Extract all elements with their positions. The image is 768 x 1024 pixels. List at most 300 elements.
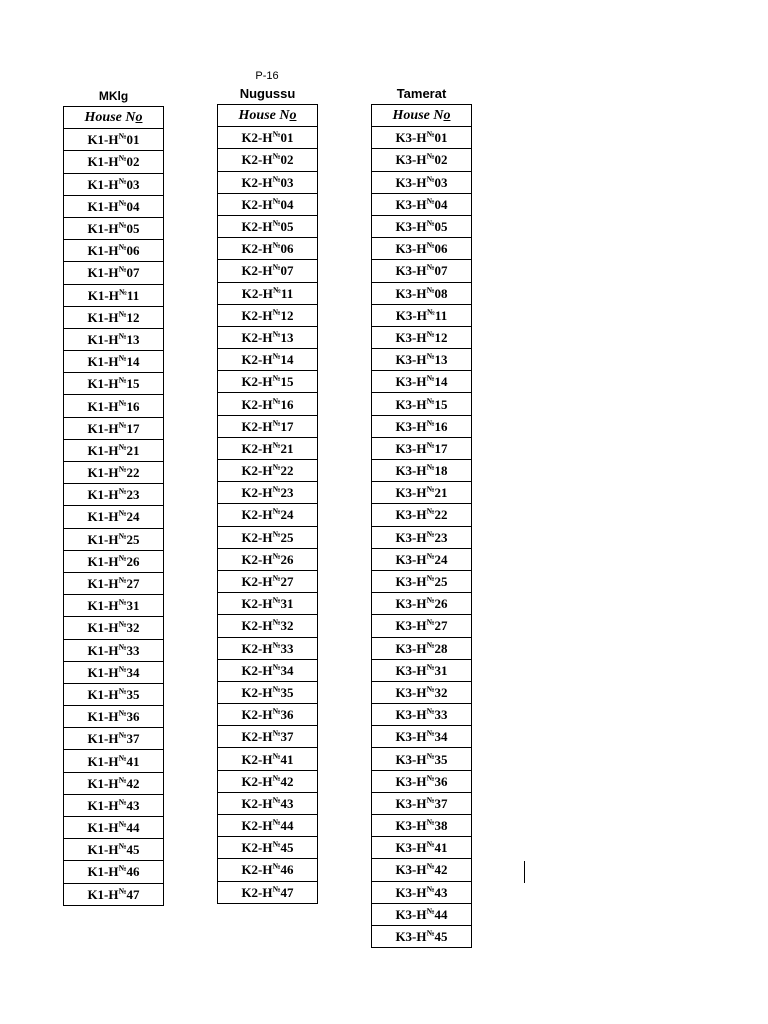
number-sign: № bbox=[272, 196, 281, 206]
house-cell bbox=[64, 883, 164, 905]
table-row bbox=[218, 393, 318, 415]
house-prefix: K3-H bbox=[395, 485, 427, 501]
house-number: 24 bbox=[434, 551, 448, 567]
number-sign: № bbox=[272, 729, 281, 739]
house-cell bbox=[372, 215, 472, 237]
house-prefix: K2-H bbox=[241, 263, 273, 279]
house-cell bbox=[64, 462, 164, 484]
house-number: 04 bbox=[434, 196, 448, 212]
table-row bbox=[64, 839, 164, 861]
table-row bbox=[64, 794, 164, 816]
house-cell bbox=[64, 173, 164, 195]
house-number: 21 bbox=[434, 485, 448, 501]
number-sign: № bbox=[272, 529, 281, 539]
number-sign: № bbox=[426, 218, 435, 228]
house-prefix: K3-H bbox=[395, 707, 427, 723]
table-header bbox=[218, 105, 318, 127]
number-sign: № bbox=[118, 620, 127, 630]
house-number: 14 bbox=[434, 374, 448, 390]
house-number: 23 bbox=[126, 487, 140, 503]
number-sign: № bbox=[426, 595, 435, 605]
number-sign: № bbox=[272, 684, 281, 694]
table-row bbox=[372, 238, 472, 260]
house-number: 24 bbox=[280, 507, 294, 523]
house-number: 36 bbox=[280, 707, 294, 723]
house-number: 42 bbox=[434, 862, 448, 878]
house-number: 26 bbox=[126, 553, 140, 569]
house-number: 15 bbox=[280, 374, 294, 390]
house-number: 11 bbox=[434, 307, 448, 323]
house-number: 22 bbox=[434, 507, 448, 523]
table-row bbox=[218, 548, 318, 570]
number-sign: № bbox=[272, 706, 281, 716]
table-row bbox=[372, 548, 472, 570]
house-cell bbox=[218, 704, 318, 726]
house-cell bbox=[64, 240, 164, 262]
house-number: 47 bbox=[126, 886, 140, 902]
house-prefix: K1-H bbox=[87, 797, 119, 813]
house-number: 12 bbox=[434, 329, 448, 345]
table-row bbox=[218, 881, 318, 903]
house-prefix: K2-H bbox=[241, 174, 273, 190]
number-sign: № bbox=[118, 797, 127, 807]
house-number: 01 bbox=[126, 132, 140, 148]
number-sign: № bbox=[118, 642, 127, 652]
table-row bbox=[64, 417, 164, 439]
house-prefix: K2-H bbox=[241, 707, 273, 723]
header-o: o bbox=[443, 107, 451, 123]
house-number: 41 bbox=[126, 753, 140, 769]
table-row bbox=[64, 173, 164, 195]
number-sign: № bbox=[118, 376, 127, 386]
house-cell bbox=[372, 704, 472, 726]
number-sign: № bbox=[272, 152, 281, 162]
table-row bbox=[372, 149, 472, 171]
house-prefix: K3-H bbox=[395, 862, 427, 878]
house-cell bbox=[64, 528, 164, 550]
table-row bbox=[64, 728, 164, 750]
house-cell bbox=[64, 417, 164, 439]
table-row bbox=[218, 149, 318, 171]
number-sign: № bbox=[272, 329, 281, 339]
table-row bbox=[218, 215, 318, 237]
house-cell bbox=[64, 284, 164, 306]
house-prefix: K2-H bbox=[241, 485, 273, 501]
number-sign: № bbox=[426, 351, 435, 361]
house-cell bbox=[372, 393, 472, 415]
house-cell bbox=[218, 282, 318, 304]
house-cell bbox=[218, 593, 318, 615]
house-prefix: K1-H bbox=[87, 531, 119, 547]
house-cell bbox=[218, 482, 318, 504]
table-row bbox=[372, 504, 472, 526]
house-number: 05 bbox=[434, 219, 448, 235]
house-number: 15 bbox=[126, 376, 140, 392]
table-row bbox=[372, 815, 472, 837]
house-prefix: K2-H bbox=[241, 596, 273, 612]
table-row bbox=[64, 240, 164, 262]
table-row bbox=[372, 326, 472, 348]
house-cell bbox=[64, 595, 164, 617]
house-number: 31 bbox=[126, 598, 140, 614]
house-cell bbox=[64, 506, 164, 528]
house-cell bbox=[218, 238, 318, 260]
number-sign: № bbox=[272, 174, 281, 184]
house-prefix: K1-H bbox=[87, 420, 119, 436]
house-number: 37 bbox=[280, 729, 294, 745]
table-row bbox=[372, 792, 472, 814]
house-cell bbox=[372, 570, 472, 592]
number-sign: № bbox=[426, 839, 435, 849]
house-cell bbox=[218, 726, 318, 748]
house-number: 11 bbox=[280, 285, 294, 301]
house-prefix: K3-H bbox=[395, 929, 427, 945]
table-row bbox=[64, 861, 164, 883]
house-cell bbox=[372, 903, 472, 925]
house-prefix: K2-H bbox=[241, 307, 273, 323]
house-number: 21 bbox=[126, 442, 140, 458]
house-number: 05 bbox=[126, 221, 140, 237]
house-cell bbox=[372, 792, 472, 814]
table-row bbox=[372, 859, 472, 881]
house-number: 43 bbox=[280, 795, 294, 811]
number-sign: № bbox=[272, 374, 281, 384]
house-cell bbox=[372, 482, 472, 504]
house-number: 01 bbox=[280, 130, 294, 146]
house-number: 07 bbox=[280, 263, 294, 279]
number-sign: № bbox=[426, 374, 435, 384]
table-row bbox=[218, 504, 318, 526]
house-number: 17 bbox=[280, 418, 294, 434]
table-row bbox=[64, 617, 164, 639]
table-row bbox=[218, 859, 318, 881]
house-prefix: K2-H bbox=[241, 795, 273, 811]
house-cell bbox=[64, 639, 164, 661]
number-sign: № bbox=[272, 551, 281, 561]
number-sign: № bbox=[426, 729, 435, 739]
house-number: 44 bbox=[434, 906, 448, 922]
house-prefix: K1-H bbox=[87, 154, 119, 170]
number-sign: № bbox=[118, 886, 127, 896]
house-number: 25 bbox=[434, 574, 448, 590]
table-row bbox=[372, 482, 472, 504]
house-number: 32 bbox=[126, 620, 140, 636]
number-sign: № bbox=[272, 218, 281, 228]
house-prefix: K3-H bbox=[395, 795, 427, 811]
table-row bbox=[372, 659, 472, 681]
house-prefix: K1-H bbox=[87, 221, 119, 237]
house-prefix: K1-H bbox=[87, 398, 119, 414]
house-prefix: K3-H bbox=[395, 152, 427, 168]
house-cell bbox=[64, 129, 164, 151]
house-number: 18 bbox=[434, 463, 448, 479]
table-row bbox=[218, 748, 318, 770]
house-prefix: K1-H bbox=[87, 620, 119, 636]
house-cell bbox=[64, 661, 164, 683]
house-prefix: K2-H bbox=[241, 574, 273, 590]
house-number: 36 bbox=[434, 773, 448, 789]
number-sign: № bbox=[426, 795, 435, 805]
house-prefix: K2-H bbox=[241, 463, 273, 479]
house-prefix: K2-H bbox=[241, 751, 273, 767]
house-number: 45 bbox=[280, 840, 294, 856]
house-prefix: K1-H bbox=[87, 376, 119, 392]
house-prefix: K3-H bbox=[395, 507, 427, 523]
house-number: 38 bbox=[434, 818, 448, 834]
number-sign: № bbox=[426, 618, 435, 628]
house-cell bbox=[64, 750, 164, 772]
number-sign: № bbox=[118, 531, 127, 541]
house-prefix: K2-H bbox=[241, 862, 273, 878]
house-prefix: K1-H bbox=[87, 731, 119, 747]
table-row bbox=[218, 238, 318, 260]
house-prefix: K3-H bbox=[395, 818, 427, 834]
number-sign: № bbox=[272, 751, 281, 761]
house-prefix: K1-H bbox=[87, 176, 119, 192]
house-prefix: K2-H bbox=[241, 507, 273, 523]
number-sign: № bbox=[426, 263, 435, 273]
header-o: o bbox=[135, 109, 143, 125]
table-row bbox=[372, 193, 472, 215]
number-sign: № bbox=[118, 176, 127, 186]
table-row bbox=[218, 815, 318, 837]
number-sign: № bbox=[272, 484, 281, 494]
number-sign: № bbox=[272, 839, 281, 849]
house-cell bbox=[372, 504, 472, 526]
column-nugussu bbox=[217, 86, 318, 904]
number-sign: № bbox=[118, 398, 127, 408]
house-cell bbox=[372, 659, 472, 681]
house-prefix: K2-H bbox=[241, 196, 273, 212]
house-cell bbox=[64, 617, 164, 639]
house-prefix: K2-H bbox=[241, 551, 273, 567]
house-number: 25 bbox=[126, 531, 140, 547]
house-number: 47 bbox=[280, 884, 294, 900]
number-sign: № bbox=[426, 507, 435, 517]
number-sign: № bbox=[118, 864, 127, 874]
house-cell bbox=[218, 393, 318, 415]
number-sign: № bbox=[426, 484, 435, 494]
house-cell bbox=[372, 615, 472, 637]
number-sign: № bbox=[118, 353, 127, 363]
table-row bbox=[64, 550, 164, 572]
column-title: MKlg bbox=[98, 89, 129, 103]
house-prefix: K3-H bbox=[395, 574, 427, 590]
table-row bbox=[64, 328, 164, 350]
number-sign: № bbox=[118, 553, 127, 563]
table-header bbox=[64, 107, 164, 129]
house-cell bbox=[218, 326, 318, 348]
number-sign: № bbox=[426, 240, 435, 250]
house-number: 16 bbox=[280, 396, 294, 412]
number-sign: № bbox=[118, 753, 127, 763]
number-sign: № bbox=[118, 242, 127, 252]
house-prefix: K1-H bbox=[87, 553, 119, 569]
house-number: 12 bbox=[280, 307, 294, 323]
number-sign: № bbox=[118, 686, 127, 696]
table-row bbox=[64, 506, 164, 528]
number-sign: № bbox=[118, 442, 127, 452]
house-prefix: K1-H bbox=[87, 664, 119, 680]
house-prefix: K1-H bbox=[87, 132, 119, 148]
number-sign: № bbox=[426, 396, 435, 406]
house-number: 27 bbox=[126, 576, 140, 592]
table-row bbox=[64, 462, 164, 484]
number-sign: № bbox=[118, 575, 127, 585]
house-number: 16 bbox=[126, 398, 140, 414]
number-sign: № bbox=[426, 285, 435, 295]
house-number: 32 bbox=[434, 684, 448, 700]
house-prefix: K1-H bbox=[87, 864, 119, 880]
table-row bbox=[218, 837, 318, 859]
house-number: 07 bbox=[434, 263, 448, 279]
house-number: 44 bbox=[280, 818, 294, 834]
table-row bbox=[64, 151, 164, 173]
table-row bbox=[218, 437, 318, 459]
table-row bbox=[218, 526, 318, 548]
table-row bbox=[372, 770, 472, 792]
house-cell bbox=[64, 439, 164, 461]
table-row bbox=[64, 772, 164, 794]
house-prefix: K1-H bbox=[87, 243, 119, 259]
house-prefix: K1-H bbox=[87, 598, 119, 614]
number-sign: № bbox=[426, 196, 435, 206]
house-number: 28 bbox=[434, 640, 448, 656]
number-sign: № bbox=[272, 351, 281, 361]
house-cell bbox=[64, 706, 164, 728]
column-mklg bbox=[63, 88, 164, 906]
house-cell bbox=[218, 193, 318, 215]
house-prefix: K1-H bbox=[87, 709, 119, 725]
number-sign: № bbox=[272, 640, 281, 650]
header-text: House N bbox=[84, 109, 136, 125]
number-sign: № bbox=[272, 773, 281, 783]
house-cell bbox=[218, 149, 318, 171]
table-row bbox=[218, 482, 318, 504]
table-row bbox=[218, 349, 318, 371]
number-sign: № bbox=[272, 462, 281, 472]
house-number: 06 bbox=[126, 243, 140, 259]
number-sign: № bbox=[426, 551, 435, 561]
number-sign: № bbox=[118, 220, 127, 230]
house-number: 03 bbox=[126, 176, 140, 192]
table-row bbox=[372, 748, 472, 770]
table-row bbox=[64, 817, 164, 839]
house-cell bbox=[64, 395, 164, 417]
house-prefix: K1-H bbox=[87, 465, 119, 481]
house-prefix: K3-H bbox=[395, 840, 427, 856]
number-sign: № bbox=[118, 509, 127, 519]
house-prefix: K2-H bbox=[241, 684, 273, 700]
house-prefix: K3-H bbox=[395, 640, 427, 656]
table-row bbox=[372, 393, 472, 415]
house-cell bbox=[372, 304, 472, 326]
table-header bbox=[372, 105, 472, 127]
number-sign: № bbox=[426, 174, 435, 184]
house-cell bbox=[372, 437, 472, 459]
house-cell bbox=[64, 683, 164, 705]
house-cell bbox=[218, 460, 318, 482]
house-number: 46 bbox=[126, 864, 140, 880]
house-prefix: K3-H bbox=[395, 174, 427, 190]
house-number: 02 bbox=[434, 152, 448, 168]
number-sign: № bbox=[426, 817, 435, 827]
number-sign: № bbox=[118, 775, 127, 785]
house-number: 45 bbox=[126, 842, 140, 858]
house-table bbox=[217, 104, 318, 904]
house-prefix: K2-H bbox=[241, 640, 273, 656]
house-prefix: K3-H bbox=[395, 773, 427, 789]
house-cell bbox=[218, 770, 318, 792]
table-row bbox=[372, 837, 472, 859]
house-number: 24 bbox=[126, 509, 140, 525]
number-sign: № bbox=[272, 240, 281, 250]
house-number: 42 bbox=[280, 773, 294, 789]
house-cell bbox=[218, 548, 318, 570]
table-row bbox=[64, 284, 164, 306]
table-row bbox=[372, 637, 472, 659]
number-sign: № bbox=[426, 440, 435, 450]
house-prefix: K1-H bbox=[87, 775, 119, 791]
house-cell bbox=[218, 859, 318, 881]
number-sign: № bbox=[426, 529, 435, 539]
house-cell bbox=[372, 925, 472, 947]
number-sign: № bbox=[426, 751, 435, 761]
table-row bbox=[372, 171, 472, 193]
house-number: 33 bbox=[280, 640, 294, 656]
house-cell bbox=[372, 193, 472, 215]
house-cell bbox=[64, 195, 164, 217]
house-number: 44 bbox=[126, 820, 140, 836]
house-cell bbox=[64, 484, 164, 506]
table-row bbox=[218, 193, 318, 215]
house-number: 46 bbox=[280, 862, 294, 878]
house-prefix: K3-H bbox=[395, 196, 427, 212]
house-cell bbox=[64, 151, 164, 173]
number-sign: № bbox=[272, 307, 281, 317]
house-cell bbox=[218, 570, 318, 592]
house-prefix: K1-H bbox=[87, 487, 119, 503]
table-row bbox=[372, 615, 472, 637]
table-row bbox=[218, 726, 318, 748]
house-prefix: K1-H bbox=[87, 442, 119, 458]
table-row bbox=[64, 373, 164, 395]
house-number: 41 bbox=[434, 840, 448, 856]
house-cell bbox=[218, 415, 318, 437]
column-tamerat bbox=[371, 86, 472, 948]
house-number: 35 bbox=[280, 684, 294, 700]
house-number: 22 bbox=[126, 465, 140, 481]
house-prefix: K3-H bbox=[395, 285, 427, 301]
house-number: 32 bbox=[280, 618, 294, 634]
number-sign: № bbox=[426, 418, 435, 428]
house-prefix: K1-H bbox=[87, 820, 119, 836]
table-row bbox=[218, 570, 318, 592]
house-cell bbox=[64, 351, 164, 373]
house-prefix: K1-H bbox=[87, 686, 119, 702]
house-prefix: K1-H bbox=[87, 842, 119, 858]
house-prefix: K1-H bbox=[87, 886, 119, 902]
house-cell bbox=[372, 593, 472, 615]
table-row bbox=[218, 637, 318, 659]
house-cell bbox=[64, 328, 164, 350]
house-prefix: K3-H bbox=[395, 551, 427, 567]
house-prefix: K2-H bbox=[241, 729, 273, 745]
number-sign: № bbox=[118, 198, 127, 208]
number-sign: № bbox=[426, 706, 435, 716]
house-number: 21 bbox=[280, 440, 294, 456]
house-prefix: K3-H bbox=[395, 130, 427, 146]
